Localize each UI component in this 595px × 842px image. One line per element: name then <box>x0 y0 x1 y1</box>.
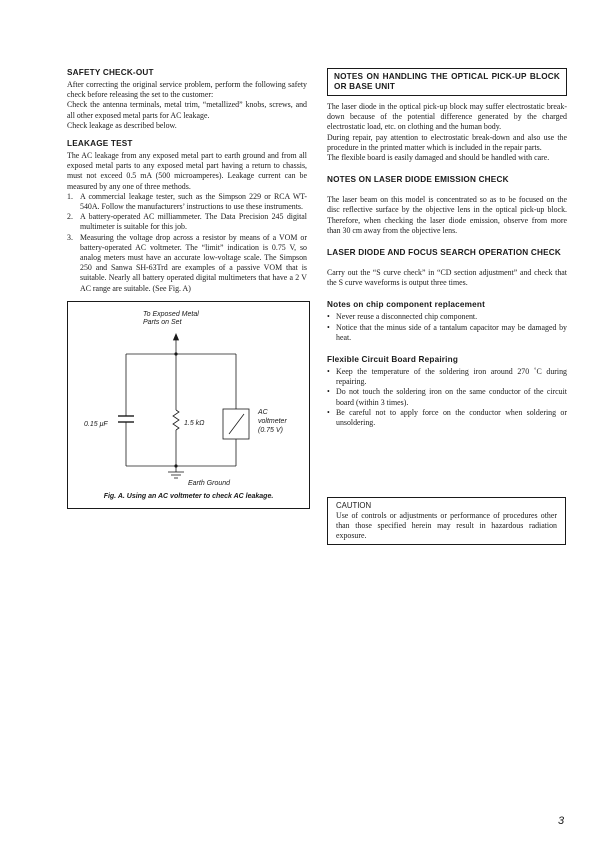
page-number: 3 <box>558 815 565 827</box>
optical-para-2: During repair, pay attention to electrostatic break-down and also use the procedure in the printed matter which is included in the repair parts. <box>327 132 567 152</box>
safety-para-2: Check the antenna terminals, metal trim, “metallized” knobs, screws, and all other exposed metal parts for AC leakage. <box>67 100 307 120</box>
label-capacitor: 0.15 μF <box>84 421 108 428</box>
laser-text: The laser beam on this model is concentrated so as to be focused on the disc reflective surface by the objective lens in the optical pick-up block. Therefore, when checking the laser diode emission, observe from more than 30 cm away from the objective lens. <box>327 195 567 235</box>
chip-title: Notes on chip component replacement <box>327 300 486 310</box>
list-item: • Do not touch the soldering iron on the same conductor of the circuit board (within 3 times). <box>327 387 567 407</box>
leakage-methods-list <box>67 192 307 294</box>
list-item: • Be careful not to apply force on the conductor when soldering or unsoldering. <box>327 407 567 428</box>
list-item: • Notice that the minus side of a tantalum capacitor may be damaged by heat. <box>327 322 567 342</box>
list-item: 2. A battery-operated AC milliammeter. The Data Precision 245 digital multimeter is suitable for this job. <box>67 212 307 232</box>
list-item: 3. Measuring the voltage drop across a resistor by means of a VOM or battery-operated AC voltmeter. The “limit” indication is 0.75 V, so analog meters must have an accurate low-voltage scale. The Simpson 250 and Sanwa SH-63Trd are examples of a passive VOM that is suitable. Nearly all battery operated digital multimeters that have a 2 V AC range are suitable. (See Fig. A) <box>67 232 307 293</box>
leakage-intro: The AC leakage from any exposed metal part to earth ground and from all exposed metal parts to any exposed metal part having a return to chassis, must not exceed 0.5 mA (500 microamperes). Leakage current can be measured by any one of three methods. <box>67 151 307 191</box>
optical-para-1: The laser diode in the optical pick-up block may suffer electrostatic break-down because of the potential difference generated by the charged electrostatic load, etc. on clothing and the human body. <box>327 102 567 132</box>
optical-heading-box <box>327 68 567 96</box>
optical-para-3: The flexible board is easily damaged and should be handled with care. <box>327 153 550 163</box>
label-earth-ground: Earth Ground <box>188 480 231 487</box>
label-meter-ac: AC <box>258 409 268 416</box>
caution-text: Use of controls or adjustments or performance of procedures other than those specified herein may result in hazardous radiation exposure. <box>336 511 557 541</box>
flex-title: Flexible Circuit Board Repairing <box>327 355 459 365</box>
list-item: 1. A commercial leakage tester, such as the Simpson 229 or RCA WT-540A. Follow the manufacturers’ instructions to use these instruments. <box>67 191 307 212</box>
chip-list <box>327 312 567 343</box>
caution-box <box>327 497 566 545</box>
circuit-diagram <box>68 302 309 508</box>
laser-title: NOTES ON LASER DIODE EMISSION CHECK <box>327 175 509 185</box>
focus-title: LASER DIODE AND FOCUS SEARCH OPERATION CHECK <box>327 248 561 258</box>
right-column <box>327 68 567 428</box>
safety-para-3: Check leakage as described below. <box>67 120 177 130</box>
list-item: • Keep the temperature of the soldering iron around 270 ˚C during repairing. <box>327 367 567 387</box>
label-meter-range: (0.75 V) <box>258 427 283 434</box>
figure-a <box>67 301 310 509</box>
probe-arrow-icon <box>174 334 179 340</box>
safety-para-1: After correcting the original service problem, perform the following safety check before releasing the set to the customer: <box>67 80 307 100</box>
label-resistor: 1.5 kΩ <box>184 420 205 427</box>
label-parts-on-set: Parts on Set <box>143 319 182 326</box>
voltmeter-needle <box>229 414 244 434</box>
junction-top <box>174 352 177 355</box>
caution-title: CAUTION <box>336 501 372 510</box>
flex-list <box>327 367 567 428</box>
figure-caption: Fig. A. Using an AC voltmeter to check AC leakage. <box>103 493 274 500</box>
leakage-title: LEAKAGE TEST <box>67 139 133 149</box>
left-column <box>67 68 307 294</box>
junction-bottom <box>174 464 177 467</box>
list-item: • Never reuse a disconnected chip component. <box>327 312 478 322</box>
label-meter-voltmeter: voltmeter <box>258 418 287 425</box>
focus-text: Carry out the “S curve check” in “CD section adjustment” and check that the S curve waveforms is output three times. <box>327 268 567 288</box>
label-exposed-metal: To Exposed Metal <box>143 311 199 318</box>
safety-title: SAFETY CHECK-OUT <box>67 68 154 77</box>
optical-title: NOTES ON HANDLING THE OPTICAL PICK-UP BLOCK OR BASE UNIT <box>334 72 560 91</box>
resistor-zigzag <box>173 410 179 430</box>
